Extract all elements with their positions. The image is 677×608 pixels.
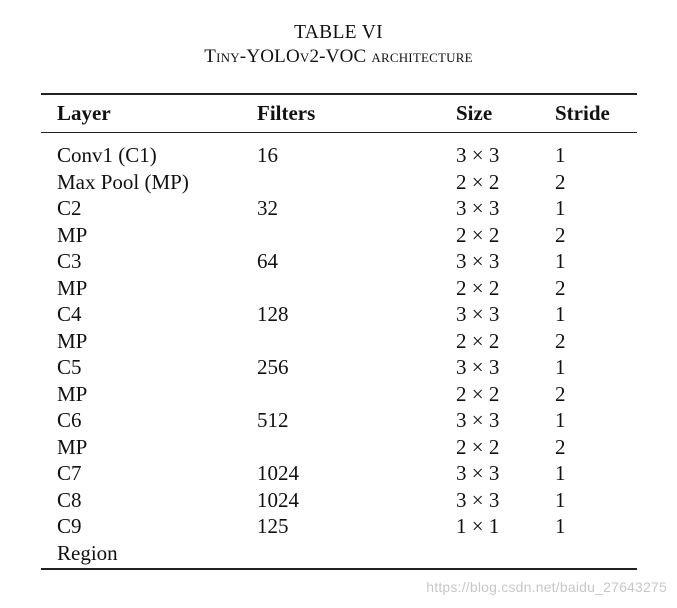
- cell-stride: 2: [555, 328, 566, 353]
- table-row: [0, 354, 677, 381]
- cell-filters: 1024: [257, 461, 299, 485]
- cell-layer: C8: [57, 487, 82, 512]
- cell-size: 3 × 3: [456, 461, 500, 485]
- cell-stride: 2: [555, 381, 566, 406]
- table-row: [0, 434, 677, 461]
- cell-stride: 1: [555, 196, 566, 220]
- cell-stride: 1: [555, 408, 566, 432]
- cell-stride: 1: [555, 143, 566, 167]
- table-row: [0, 301, 677, 328]
- cell-filters: 512: [257, 408, 289, 432]
- cell-size: 3 × 3: [456, 487, 500, 512]
- table-row: [0, 248, 677, 275]
- table-top-rule: [41, 93, 637, 95]
- cell-layer: Region: [57, 540, 118, 565]
- table-row: [0, 487, 677, 514]
- table-row: [0, 460, 677, 487]
- cell-layer: Max Pool (MP): [57, 169, 189, 194]
- table-bottom-rule: [41, 568, 637, 570]
- cell-stride: 2: [555, 275, 566, 300]
- header-layer: Layer: [57, 101, 111, 125]
- table-row: [0, 540, 677, 567]
- cell-layer: MP: [57, 275, 88, 300]
- cell-stride: 1: [555, 302, 566, 326]
- cell-size: 2 × 2: [456, 169, 500, 194]
- cell-filters: 256: [257, 355, 289, 379]
- cell-stride: 1: [555, 355, 566, 379]
- cell-layer: MP: [57, 434, 88, 459]
- cell-size: 1 × 1: [456, 514, 500, 538]
- cell-stride: 2: [555, 222, 566, 247]
- cell-filters: 32: [257, 196, 278, 220]
- table-body: [0, 142, 677, 566]
- cell-layer: MP: [57, 222, 88, 247]
- cell-size: 3 × 3: [456, 408, 500, 432]
- cell-size: 3 × 3: [456, 355, 500, 379]
- cell-filters: 64: [257, 249, 278, 273]
- table-row: [0, 275, 677, 302]
- table-row: [0, 142, 677, 169]
- cell-layer: C9: [57, 514, 82, 538]
- table-header-rule: [41, 132, 637, 133]
- table-row: [0, 195, 677, 222]
- cell-size: 3 × 3: [456, 196, 500, 220]
- cell-stride: 1: [555, 249, 566, 273]
- cell-stride: 1: [555, 514, 566, 538]
- cell-size: 2 × 2: [456, 328, 500, 353]
- cell-layer: C7: [57, 461, 82, 485]
- cell-filters: 1024: [257, 487, 299, 512]
- table-row: [0, 407, 677, 434]
- cell-size: 2 × 2: [456, 222, 500, 247]
- table-title: [0, 46, 677, 68]
- cell-layer: MP: [57, 381, 88, 406]
- cell-size: 2 × 2: [456, 434, 500, 459]
- cell-size: 3 × 3: [456, 249, 500, 273]
- cell-size: 2 × 2: [456, 275, 500, 300]
- header-filters: Filters: [257, 101, 316, 125]
- header-size: Size: [456, 101, 493, 125]
- table-row: [0, 513, 677, 540]
- header-stride: Stride: [555, 101, 610, 125]
- cell-size: 3 × 3: [456, 143, 500, 167]
- table-number: TABLE VI: [294, 22, 383, 43]
- cell-layer: MP: [57, 328, 88, 353]
- cell-stride: 1: [555, 461, 566, 485]
- cell-size: 2 × 2: [456, 381, 500, 406]
- table-row: [0, 381, 677, 408]
- cell-layer: C4: [57, 302, 82, 326]
- table-title-initial: T: [204, 46, 217, 67]
- cell-layer: C3: [57, 249, 82, 273]
- cell-filters: 128: [257, 302, 289, 326]
- table-row: [0, 222, 677, 249]
- cell-stride: 1: [555, 487, 566, 512]
- table-title-rest: iny-YOLOv2-VOC architecture: [216, 46, 473, 67]
- table-row: [0, 328, 677, 355]
- cell-layer: C6: [57, 408, 82, 432]
- cell-filters: 125: [257, 514, 289, 538]
- cell-stride: 2: [555, 434, 566, 459]
- cell-layer: C2: [57, 196, 82, 220]
- cell-filters: 16: [257, 143, 278, 167]
- table-header-row: [0, 100, 677, 126]
- cell-layer: C5: [57, 355, 82, 379]
- watermark: https://blog.csdn.net/baidu_27643275: [426, 579, 667, 595]
- cell-layer: Conv1 (C1): [57, 143, 157, 167]
- table-row: [0, 169, 677, 196]
- cell-size: 3 × 3: [456, 302, 500, 326]
- cell-stride: 2: [555, 169, 566, 194]
